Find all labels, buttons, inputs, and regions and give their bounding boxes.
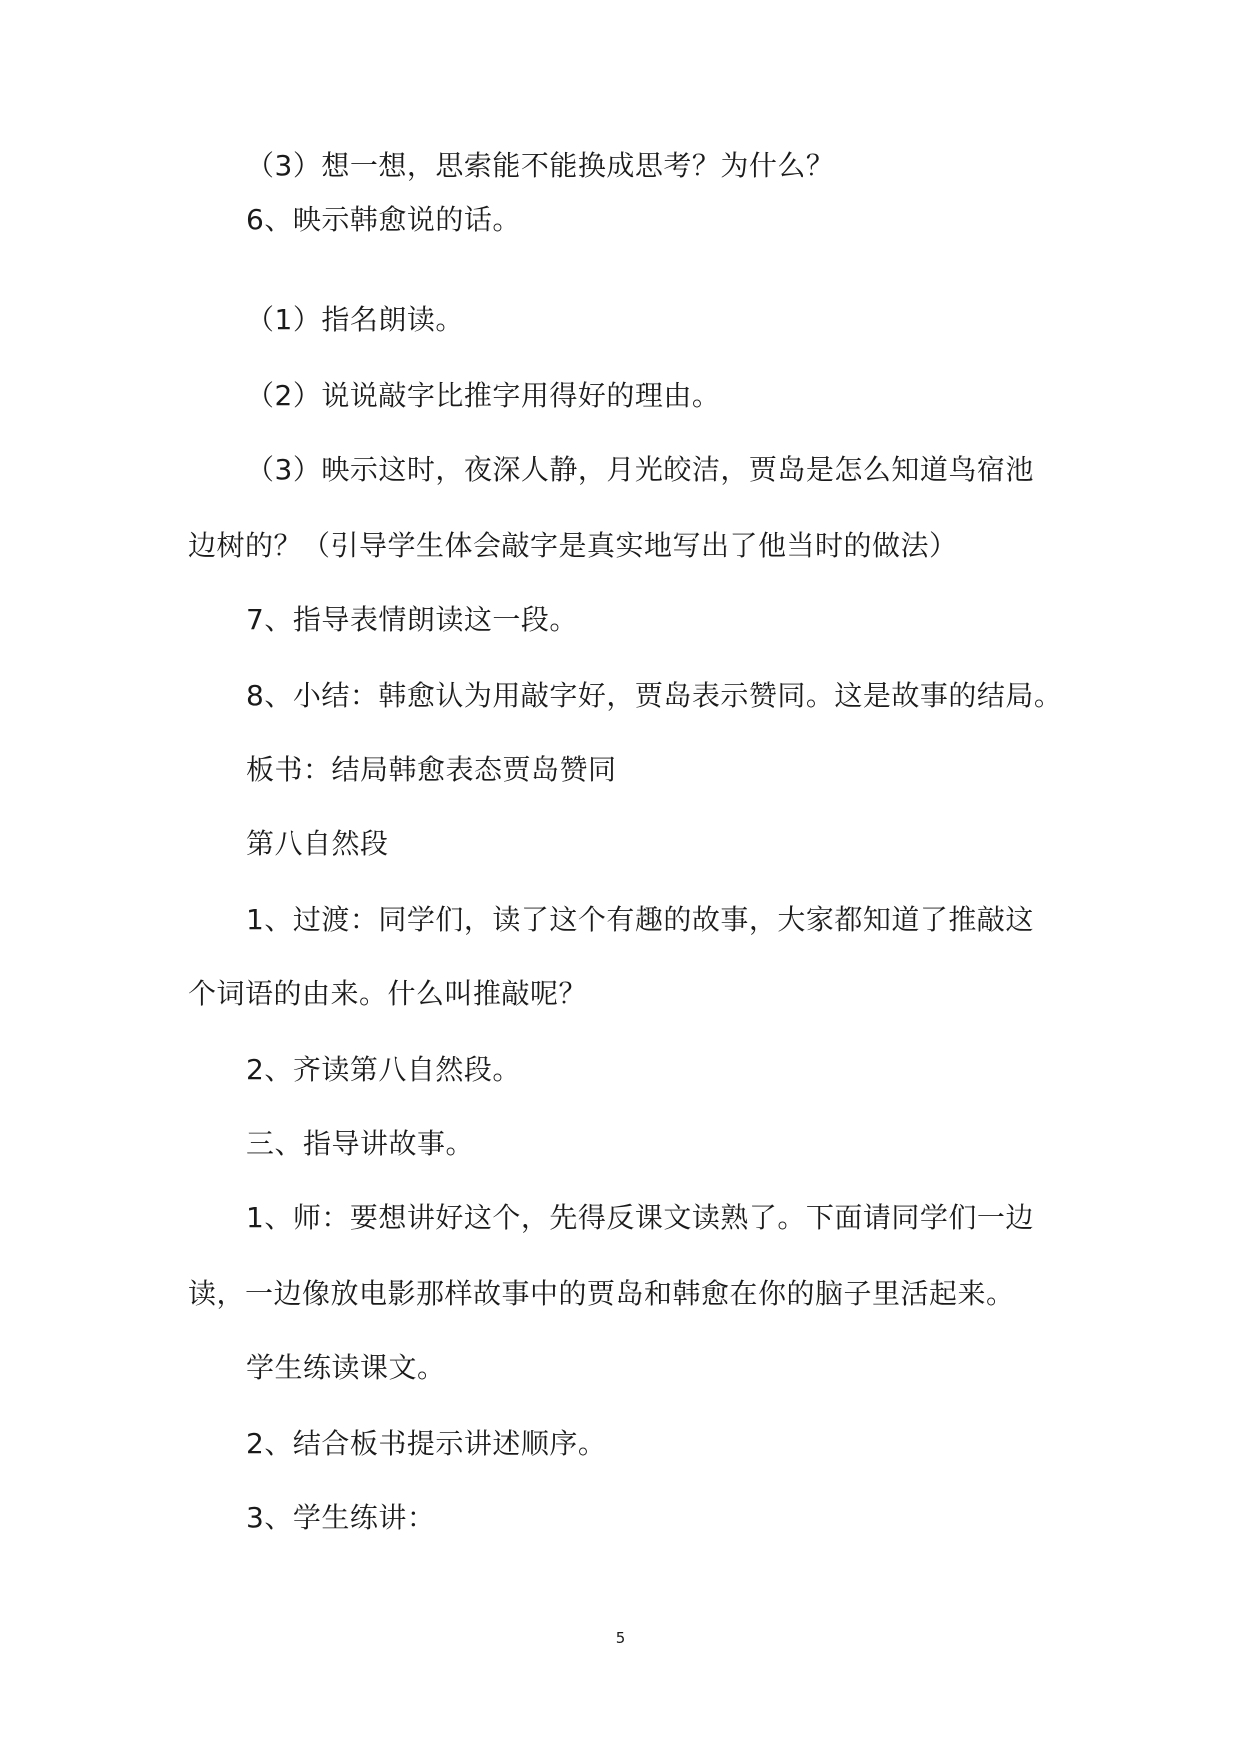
- text-line: 7、指导表情朗读这一段。: [246, 603, 578, 636]
- text-line: 6、映示韩愈说的话。: [246, 203, 521, 236]
- text-line: 1、师：要想讲好这个，先得反课文读熟了。下面请同学们一边: [246, 1201, 1034, 1234]
- page-number: 5: [615, 1629, 626, 1647]
- section-heading: 第八自然段: [246, 827, 389, 860]
- text-line: 边树的？（引导学生体会敲字是真实地写出了他当时的做法）: [188, 529, 958, 562]
- text-line: （3）想一想，思索能不能换成思考？为什么？: [246, 149, 835, 182]
- text-line: 8、小结：韩愈认为用敲字好，贾岛表示赞同。这是故事的结局。: [246, 679, 1063, 712]
- text-line: 2、结合板书提示讲述顺序。: [246, 1427, 607, 1460]
- text-line: （3）映示这时，夜深人静，月光皎洁，贾岛是怎么知道鸟宿池: [246, 453, 1034, 486]
- text-line: 板书：结局韩愈表态贾岛赞同: [246, 753, 617, 786]
- text-line: 学生练读课文。: [246, 1351, 446, 1384]
- text-line: （1）指名朗读。: [246, 303, 464, 336]
- section-heading: 三、指导讲故事。: [246, 1127, 475, 1160]
- text-line: 2、齐读第八自然段。: [246, 1053, 521, 1086]
- text-line: 1、过渡：同学们，读了这个有趣的故事，大家都知道了推敲这: [246, 903, 1034, 936]
- text-line: 3、学生练讲：: [246, 1501, 436, 1534]
- text-line: （2）说说敲字比推字用得好的理由。: [246, 379, 721, 412]
- text-line: 个词语的由来。什么叫推敲呢？: [188, 977, 588, 1010]
- text-line: 读，一边像放电影那样故事中的贾岛和韩愈在你的脑子里活起来。: [188, 1277, 1015, 1310]
